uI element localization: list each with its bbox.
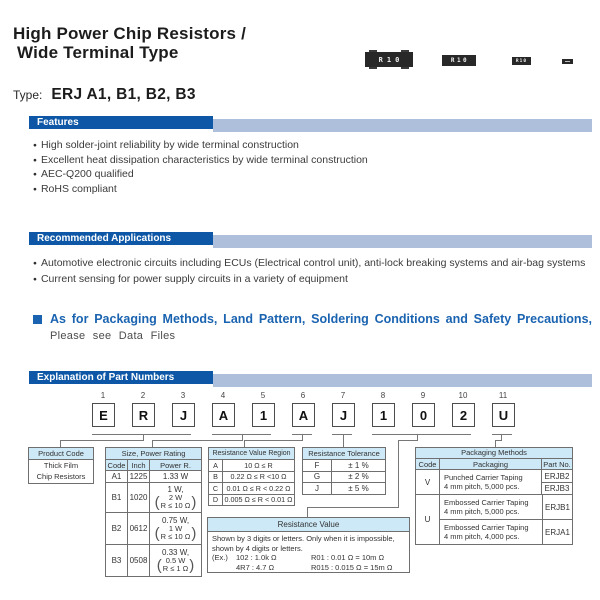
example-spacer xyxy=(212,563,236,573)
list-item xyxy=(33,168,368,183)
table-row xyxy=(303,483,385,494)
feature-text: High solder-joint reliability by wide terminal construction xyxy=(40,139,299,151)
chip-marking: R10 xyxy=(378,55,404,64)
rv-text-line: shown by 4 digits or letters. xyxy=(212,543,303,553)
chip-terminal xyxy=(369,50,377,52)
type-line xyxy=(13,86,196,104)
connector-line xyxy=(60,440,144,441)
table-cell: J xyxy=(303,483,332,494)
connector-line xyxy=(60,440,61,447)
table-row xyxy=(209,460,294,472)
connector-line xyxy=(152,440,153,447)
column-header: Packaging xyxy=(440,459,542,469)
part-number-box: J xyxy=(332,403,355,427)
table-cell xyxy=(440,495,543,519)
power-condition xyxy=(157,557,195,574)
power-range: R ≤ 10 Ω xyxy=(160,532,191,541)
table-title: Packaging Methods xyxy=(416,448,572,459)
table-cell: 1020 xyxy=(128,483,150,512)
chip-marking: R10 xyxy=(450,57,470,64)
product-code-line2: Chip Resistors xyxy=(36,471,86,481)
connector-line xyxy=(244,440,303,441)
power-value: 0.75 W, xyxy=(161,515,190,525)
connector-line xyxy=(372,434,471,435)
column-header: Power R. xyxy=(160,460,191,470)
table-cell: G xyxy=(303,472,332,483)
power-condition xyxy=(155,494,197,511)
table-cell xyxy=(29,460,93,483)
part-number-box: U xyxy=(492,403,515,427)
table-row xyxy=(106,471,201,483)
feature-text: RoHS compliant xyxy=(40,182,117,195)
paren-close: ) xyxy=(189,556,195,574)
table-cell: 0508 xyxy=(128,545,150,576)
table-cell: 1225 xyxy=(128,471,150,482)
table-cell: ± 2 % xyxy=(348,472,369,482)
applications-list xyxy=(33,256,593,288)
connector-line xyxy=(398,440,418,441)
table-cell: 1.33 W xyxy=(162,472,189,481)
packaging-methods-table xyxy=(415,447,573,545)
power-value: 0.33 W, xyxy=(161,547,190,557)
digit-position-number: 1 xyxy=(100,391,106,400)
table-row xyxy=(209,472,294,484)
table-row xyxy=(209,495,294,506)
paren-close: ) xyxy=(191,493,197,511)
table-subrow xyxy=(440,495,572,520)
table-cell: ± 5 % xyxy=(348,483,369,493)
table-title: Size, Power Rating xyxy=(106,448,201,460)
table-subrow xyxy=(440,520,572,544)
column-header: Code xyxy=(106,460,128,470)
table-cell xyxy=(150,545,201,576)
notice-text: As for Packaging Methods, Land Pattern, Soldering Conditions and Safety Precautions, xyxy=(50,312,592,326)
section-header-part-numbers: Explanation of Part Numbers xyxy=(29,371,213,384)
part-number-box: 1 xyxy=(252,403,275,427)
section-header-features: Features xyxy=(29,116,213,129)
table-title: Resistance Value Region xyxy=(209,448,294,460)
column-header: Part No. xyxy=(543,459,571,469)
connector-line xyxy=(492,434,512,435)
chip-marking: R10 xyxy=(515,58,528,64)
digit-position-number: 8 xyxy=(380,391,386,400)
part-number-box: A xyxy=(292,403,315,427)
section-bar-accent xyxy=(213,235,592,248)
chip-terminal xyxy=(401,50,409,52)
connector-line xyxy=(343,434,344,447)
notice-subtext: Please see Data Files xyxy=(50,330,176,342)
digit-position-number: 5 xyxy=(260,391,266,400)
resistance-tolerance-table xyxy=(302,447,386,495)
table-cell xyxy=(150,483,201,512)
paren-open: ( xyxy=(154,493,160,511)
paren-close: ) xyxy=(191,524,197,542)
list-item xyxy=(33,139,368,154)
part-number-box: R xyxy=(132,403,155,427)
table-title: Resistance Tolerance xyxy=(303,448,385,460)
resistance-value-body xyxy=(208,532,409,572)
connector-line xyxy=(152,440,243,441)
application-text: Current sensing for power supply circuits in a variety of equipment xyxy=(40,273,348,285)
table-cell: ± 1 % xyxy=(348,460,369,470)
size-power-table xyxy=(105,447,202,577)
list-item xyxy=(33,183,368,198)
table-cell: D xyxy=(209,495,223,506)
resistance-value-box xyxy=(207,517,410,573)
digit-position-number: 3 xyxy=(180,391,186,400)
list-item xyxy=(33,154,368,169)
table-row xyxy=(106,545,201,576)
part-number-box: A xyxy=(212,403,235,427)
section-bar-accent xyxy=(213,119,592,132)
application-text: Automotive electronic circuits including ECUs (Electrical control unit), anti-lock breaking systems and air-bag systems xyxy=(40,257,586,269)
digit-position-number: 11 xyxy=(498,391,508,400)
chip-resistor-image-medium xyxy=(442,55,476,66)
table-row xyxy=(416,470,572,495)
power-alt: 0.5 W xyxy=(165,555,186,565)
section-bar-accent xyxy=(213,374,592,387)
digit-position-number: 7 xyxy=(340,391,346,400)
bullet-icon: ● xyxy=(33,276,37,283)
table-cell: 10 Ω ≤ R xyxy=(244,460,273,470)
table-row xyxy=(106,513,201,545)
table-cell: F xyxy=(303,460,332,471)
table-cell: 0.01 Ω ≤ R < 0.22 Ω xyxy=(226,483,291,493)
feature-text: Excellent heat dissipation characteristics by wide terminal construction xyxy=(40,153,368,166)
table-cell: V xyxy=(416,470,440,494)
table-cell: B3 xyxy=(106,545,128,576)
column-header: Code xyxy=(416,459,440,469)
type-label: Type: xyxy=(13,88,43,102)
digit-position-number: 4 xyxy=(220,391,226,400)
table-cell xyxy=(542,470,572,494)
packaging-qty: 4 mm pitch, 4,000 pcs. xyxy=(444,532,520,541)
example-value: 102 : 1.0k Ω xyxy=(236,553,277,562)
chip-terminal xyxy=(369,67,377,69)
table-row xyxy=(303,460,385,472)
chip-resistor-image-small xyxy=(512,57,531,65)
part-no: ERJB1 xyxy=(545,502,570,512)
table-cell: A1 xyxy=(106,471,128,482)
connector-line xyxy=(92,434,191,435)
table-subheader-row xyxy=(416,459,572,470)
connector-line xyxy=(332,434,352,435)
table-cell: A xyxy=(209,460,223,471)
part-number-box: 0 xyxy=(412,403,435,427)
rv-text-line: Shown by 3 digits or letters. Only when it is impossible, xyxy=(212,534,395,543)
packaging-desc: Punched Carrier Taping xyxy=(444,473,523,482)
connector-line xyxy=(495,440,502,441)
bullet-icon: ● xyxy=(33,185,37,193)
table-subheader-row xyxy=(106,460,201,471)
packaging-desc: Embossed Carrier Taping xyxy=(444,523,529,532)
part-number-box: J xyxy=(172,403,195,427)
column-header: Inch xyxy=(128,460,150,470)
connector-line xyxy=(244,440,245,447)
connector-line xyxy=(307,507,399,508)
packaging-desc: Embossed Carrier Taping xyxy=(444,498,529,507)
notice-heading xyxy=(33,313,592,326)
table-title: Resistance Value xyxy=(208,518,409,532)
product-code-line1: Thick Film xyxy=(43,461,79,470)
digit-position-number: 10 xyxy=(458,391,468,400)
table-cell-group xyxy=(440,495,572,544)
features-list xyxy=(33,139,368,197)
part-no: ERJB2 xyxy=(542,471,572,483)
bullet-icon: ● xyxy=(33,171,37,178)
section-header-applications: Recommended Applications xyxy=(29,232,213,245)
table-cell: B2 xyxy=(106,513,128,544)
power-condition xyxy=(155,525,197,542)
page-title-line1: High Power Chip Resistors / xyxy=(13,24,247,43)
resistance-region-table xyxy=(208,447,295,506)
rv-example-row xyxy=(212,553,405,563)
table-cell: C xyxy=(209,483,223,494)
paren-open: ( xyxy=(156,556,162,574)
table-cell xyxy=(440,520,543,544)
chip-resistor-image-tiny xyxy=(562,59,573,64)
square-bullet-icon xyxy=(33,315,42,324)
table-cell: 0.005 Ω ≤ R < 0.01 Ω xyxy=(224,495,293,505)
bullet-icon: ● xyxy=(33,260,37,267)
connector-line xyxy=(398,440,399,507)
table-row xyxy=(303,472,385,484)
chip-resistor-image-large xyxy=(365,52,413,67)
list-item xyxy=(33,272,593,288)
example-value: 4R7 : 4.7 Ω xyxy=(236,562,275,572)
part-no: ERJB3 xyxy=(544,483,570,493)
table-row xyxy=(106,483,201,513)
table-cell xyxy=(440,470,542,494)
table-cell: 0612 xyxy=(128,513,150,544)
product-code-table xyxy=(28,447,94,484)
connector-line xyxy=(495,440,496,447)
example-label: (Ex.) xyxy=(212,553,228,562)
packaging-qty: 4 mm pitch, 5,000 pcs. xyxy=(444,507,520,516)
chip-terminal xyxy=(401,67,409,69)
part-number-box: E xyxy=(92,403,115,427)
table-cell xyxy=(150,513,201,544)
example-value: R015 : 0.015 Ω = 15m Ω xyxy=(311,562,393,572)
table-row xyxy=(209,483,294,495)
digit-position-number: 9 xyxy=(420,391,426,400)
power-range: R ≤ 10 Ω xyxy=(160,501,191,510)
example-value: R01 : 0.01 Ω = 10m Ω xyxy=(311,553,385,562)
chip-marking xyxy=(565,61,570,63)
part-no: ERJA1 xyxy=(545,527,570,537)
table-cell: B xyxy=(209,472,223,483)
bullet-icon: ● xyxy=(33,142,37,149)
connector-line xyxy=(307,507,308,517)
bullet-icon: ● xyxy=(33,156,37,164)
digit-position-number: 6 xyxy=(300,391,306,400)
part-number-box: 2 xyxy=(452,403,475,427)
table-cell: U xyxy=(416,495,440,544)
power-range: R ≤ 1 Ω xyxy=(162,564,189,573)
table-cell: B1 xyxy=(106,483,128,512)
power-value: 1 W, xyxy=(167,484,184,494)
digit-position-number: 2 xyxy=(140,391,146,400)
table-row xyxy=(416,495,572,544)
table-cell: 0.22 Ω ≤ R <10 Ω xyxy=(230,472,287,482)
power-alt: 1 W xyxy=(168,523,183,533)
packaging-qty: 4 mm pitch, 5,000 pcs. xyxy=(444,482,520,491)
power-alt: 2 W xyxy=(168,492,183,502)
part-number-box: 1 xyxy=(372,403,395,427)
paren-open: ( xyxy=(154,524,160,542)
feature-text: AEC-Q200 qualified xyxy=(40,168,134,180)
list-item xyxy=(33,256,593,272)
rv-example-row xyxy=(212,563,405,573)
page-title-line2: Wide Terminal Type xyxy=(17,43,179,62)
table-title: Product Code xyxy=(29,448,93,460)
type-value: ERJ A1, B1, B2, B3 xyxy=(51,86,196,103)
